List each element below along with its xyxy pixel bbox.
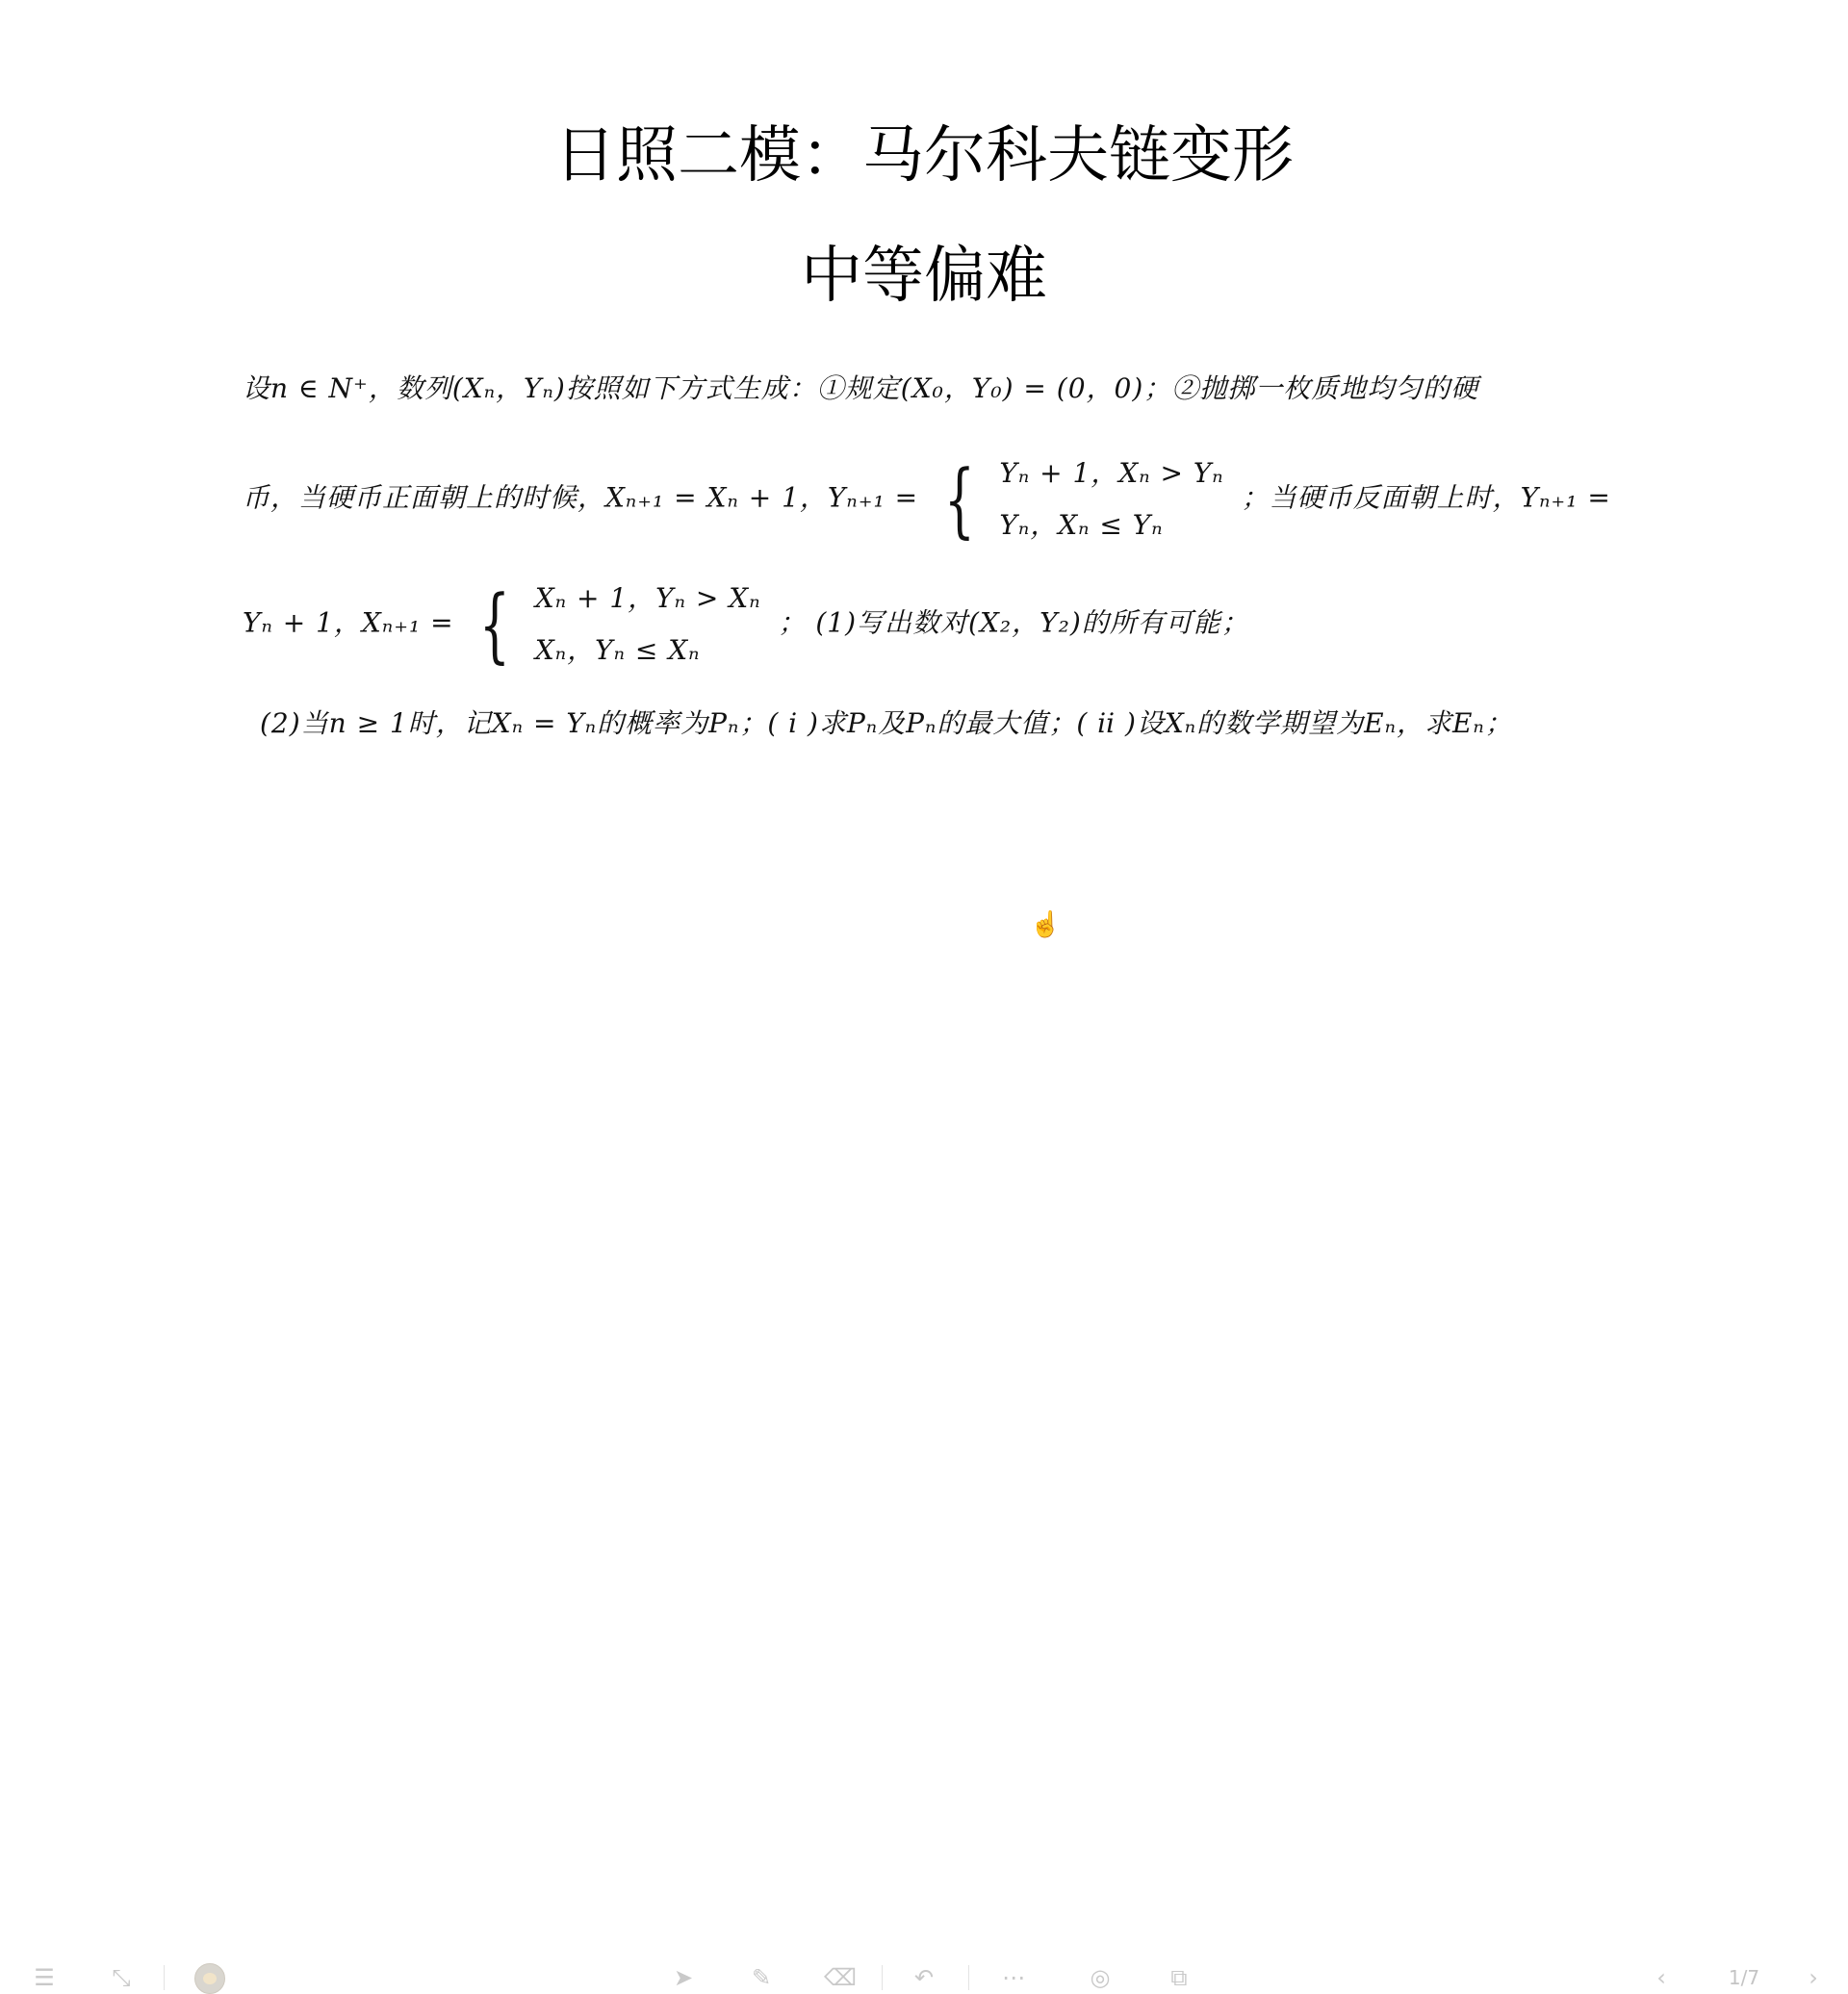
- presentation-toolbar: [0, 972, 1848, 1991]
- piecewise-case-2a: Xₙ + 1，Yₙ > Xₙ: [534, 582, 761, 614]
- toolbar-divider: [882, 1965, 883, 1990]
- slide-subtitle: 中等偏难: [801, 241, 1047, 312]
- hand-cursor-icon: ☝: [1030, 910, 1062, 939]
- chevron-left-icon[interactable]: ‹: [1656, 1964, 1666, 1991]
- problem-line-1-text: 设n ∈ N⁺，数列(Xₙ，Yₙ)按照如下方式生成：①规定(X₀，Y₀) = (0，0)；②抛掷一枚质地均匀的硬: [243, 372, 1479, 404]
- problem-line-3: [243, 573, 1249, 677]
- more-icon[interactable]: ⋯: [1002, 1964, 1025, 1991]
- problem-line-3-part-b: ； (1)写出数对(X₂，Y₂)的所有可能；: [778, 606, 1249, 639]
- piecewise-cases-1: [999, 447, 1223, 551]
- problem-line-3-part-a: Yₙ + 1，Xₙ₊₁ =: [243, 606, 454, 639]
- chevron-right-icon[interactable]: ›: [1809, 1964, 1818, 1991]
- page-indicator: 1/7: [1728, 1966, 1760, 1989]
- piecewise-case-1b: Yₙ，Xₙ ≤ Yₙ: [999, 509, 1164, 541]
- problem-line-4-text: (2)当n ≥ 1时，记Xₙ = Yₙ的概率为Pₙ；( ⅰ )求Pₙ及Pₙ的最大值；( ⅱ )设Xₙ的数学期望为Eₙ，求Eₙ；: [260, 707, 1513, 739]
- slide-title: 日照二模：马尔科夫链变形: [554, 120, 1294, 192]
- avatar[interactable]: [194, 1963, 225, 1994]
- slide-canvas: [0, 0, 1848, 972]
- problem-line-2-part-a: 币，当硬币正面朝上的时候，Xₙ₊₁ = Xₙ + 1，Yₙ₊₁ =: [243, 481, 919, 514]
- pen-icon[interactable]: ✎: [751, 1964, 772, 1991]
- piecewise-brace-1: {: [943, 452, 976, 547]
- problem-line-2: [243, 447, 1611, 551]
- toolbar-divider: [968, 1965, 969, 1990]
- toolbar-divider: [164, 1965, 165, 1990]
- undo-icon[interactable]: ↶: [913, 1964, 935, 1991]
- picture-in-picture-icon[interactable]: ⧉: [1170, 1964, 1188, 1991]
- piecewise-case-2b: Xₙ，Yₙ ≤ Xₙ: [534, 634, 701, 666]
- piecewise-brace-2: {: [479, 577, 512, 672]
- piecewise-case-1a: Yₙ + 1，Xₙ > Yₙ: [999, 457, 1224, 489]
- menu-icon[interactable]: ☰: [34, 1964, 55, 1991]
- laser-icon[interactable]: ◎: [1090, 1964, 1111, 1991]
- pointer-icon[interactable]: ➤: [673, 1964, 694, 1991]
- problem-line-2-part-b: ；当硬币反面朝上时，Yₙ₊₁ =: [1241, 481, 1611, 514]
- problem-line-1: [243, 368, 1478, 406]
- exit-fullscreen-icon[interactable]: ⤡: [112, 1964, 131, 1991]
- problem-line-4: [260, 703, 1513, 741]
- eraser-icon[interactable]: ⌫: [824, 1964, 857, 1991]
- piecewise-cases-2: [535, 573, 761, 677]
